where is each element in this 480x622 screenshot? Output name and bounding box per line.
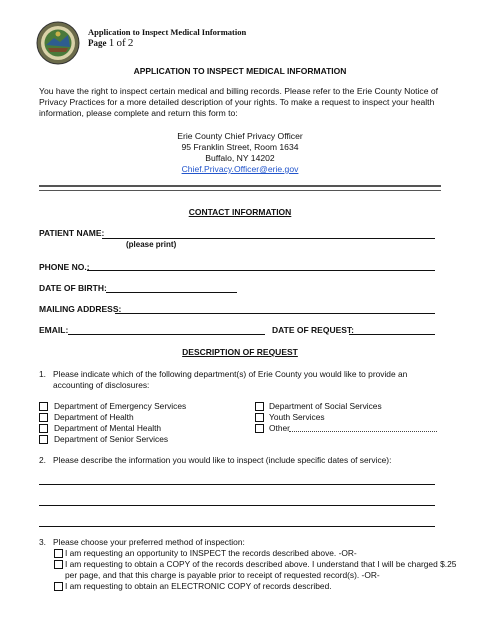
question-1: [39, 369, 443, 391]
description-line-3[interactable]: [39, 526, 435, 527]
phone-label: PHONE NO.:: [39, 262, 90, 272]
dept-other-label: Other: [269, 423, 290, 433]
description-line-2[interactable]: [39, 505, 435, 506]
checkbox-mental-health[interactable]: [39, 424, 48, 433]
question-3: [39, 537, 443, 548]
other-dept-field[interactable]: [289, 431, 437, 432]
method-inspect-label: I am requesting an opportunity to INSPECT the records described above. -OR-: [65, 548, 357, 558]
question-1-number: 1.: [39, 369, 46, 379]
dept-senior-services-label: Department of Senior Services: [54, 434, 169, 444]
method-copy-label-line-2: per page, and that this charge is payable prior to receipt of requested record(s). -OR-: [65, 570, 380, 580]
checkbox-health[interactable]: [39, 413, 48, 422]
question-3-text: Please choose your preferred method of inspection:: [53, 537, 245, 547]
phone-field[interactable]: [87, 270, 435, 271]
checkbox-other[interactable]: [255, 424, 264, 433]
checkbox-youth-services[interactable]: [255, 413, 264, 422]
address-line-1: Erie County Chief Privacy Officer: [177, 131, 303, 141]
email-label: EMAIL:: [39, 325, 69, 335]
dept-health-label: Department of Health: [54, 412, 134, 422]
dept-social-services-label: Department of Social Services: [269, 401, 382, 411]
erie-county-seal-logo: [36, 21, 80, 65]
address-line-3: Buffalo, NY 14202: [205, 153, 275, 163]
divider-thick: [39, 185, 441, 187]
contact-info-heading: CONTACT INFORMATION: [188, 207, 292, 217]
divider-thin: [39, 190, 441, 191]
patient-name-label: PATIENT NAME:: [39, 228, 105, 238]
page-current: 1: [108, 37, 115, 49]
page-prefix: Page: [88, 38, 107, 48]
checkbox-emergency-services[interactable]: [39, 402, 48, 411]
checkbox-senior-services[interactable]: [39, 435, 48, 444]
question-2-text: Please describe the information you would like to inspect (include specific dates of service):: [53, 455, 392, 465]
date-of-request-field[interactable]: [349, 334, 435, 335]
question-3-number: 3.: [39, 537, 46, 547]
page-of: of: [116, 37, 126, 49]
checkbox-social-services[interactable]: [255, 402, 264, 411]
description-line-1[interactable]: [39, 484, 435, 485]
description-heading: DESCRIPTION OF REQUEST: [182, 347, 298, 357]
mailing-address-label: MAILING ADDRESS:: [39, 304, 122, 314]
intro-paragraph: You have the right to inspect certain medical and billing records. Please refer to the Erie County Notice of Privacy Practices for a more detailed description of your rights. To make a request to inspect your health information, please complete and return this form to:: [39, 86, 439, 118]
document-title: APPLICATION TO INSPECT MEDICAL INFORMATION: [133, 66, 347, 76]
question-2-number: 2.: [39, 455, 46, 465]
please-print-note: (please print): [126, 240, 177, 249]
method-electronic-label: I am requesting to obtain an ELECTRONIC COPY of records described.: [65, 581, 332, 591]
email-field[interactable]: [68, 334, 265, 335]
dept-mental-health-label: Department of Mental Health: [54, 423, 162, 433]
checkbox-method-inspect[interactable]: [54, 549, 63, 558]
form-name: Application to Inspect Medical Information: [88, 27, 247, 37]
method-copy-label-line-1: I am requesting to obtain a COPY of the records described above. I understand that I will be charged $.25: [65, 559, 457, 569]
checkbox-method-copy[interactable]: [54, 560, 63, 569]
dept-emergency-services-label: Department of Emergency Services: [54, 401, 187, 411]
page-total: 2: [127, 37, 134, 49]
privacy-officer-email-link[interactable]: Chief.Privacy.Officer@erie.gov: [181, 164, 299, 174]
dob-field[interactable]: [106, 292, 237, 293]
question-1-text: Please indicate which of the following department(s) of Erie County you would like to provide an accounting of disclosures:: [53, 369, 408, 390]
mailing-address-block: [0, 131, 480, 175]
mailing-address-field[interactable]: [115, 313, 435, 314]
address-line-2: 95 Franklin Street, Room 1634: [181, 142, 299, 152]
dept-youth-services-label: Youth Services: [269, 412, 325, 422]
patient-name-field[interactable]: [102, 238, 435, 239]
checkbox-method-electronic[interactable]: [54, 582, 63, 591]
dob-label: DATE OF BIRTH:: [39, 283, 107, 293]
page-indicator: [88, 37, 133, 49]
date-of-request-label: DATE OF REQUEST:: [272, 325, 355, 335]
question-2: [39, 455, 443, 466]
